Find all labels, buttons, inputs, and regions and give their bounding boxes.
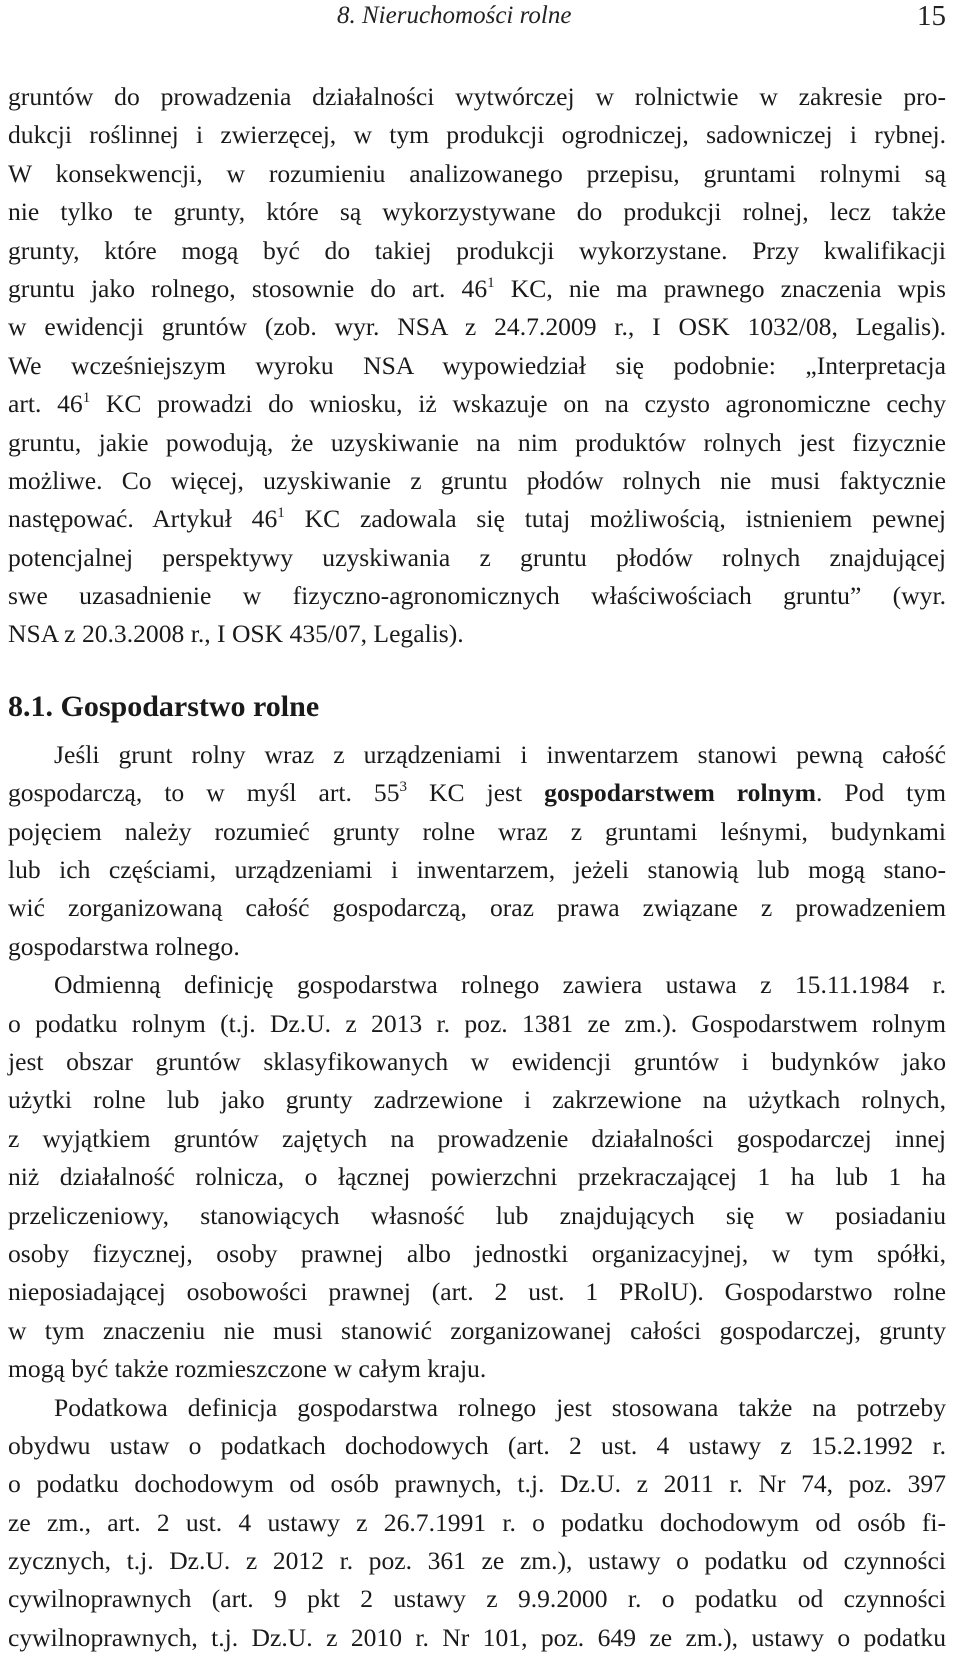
text-line: ze zm., art. 2 ust. 4 ustawy z 26.7.1991 r. o podatku dochodowym od osób fi- [8, 1504, 946, 1542]
paragraph [8, 78, 946, 654]
page-number: 15 [917, 0, 946, 33]
text-fragment: . Pod tym [816, 778, 946, 807]
text-line: We wcześniejszym wyroku NSA wypowiedział się podobnie: „Interpretacja [8, 347, 946, 385]
text-line: Podatkowa definicja gospodarstwa rolnego jest stosowana także na potrzeby [8, 1389, 946, 1427]
text-line: dukcji roślinnej i zwierzęcej, w tym produkcji ogrodniczej, sadowniczej i rybnej. [8, 116, 946, 154]
running-title: 8. Nieruchomości rolne [337, 2, 571, 30]
text-line: cywilnoprawnych, t.j. Dz.U. z 2010 r. Nr 101, poz. 649 ze zm.), ustawy o podatku [8, 1619, 946, 1657]
text-line: w ewidencji gruntów (zob. wyr. NSA z 24.7.2009 r., I OSK 1032/08, Legalis). [8, 308, 946, 346]
text-fragment: KC zadowala się tutaj możliwością, istnieniem pewnej [285, 504, 946, 533]
text-line: cywilnoprawnych (art. 9 pkt 2 ustawy z 9.9.2000 r. o podatku od czynności [8, 1580, 946, 1618]
superscript: 3 [400, 779, 408, 795]
text-line: możliwe. Co więcej, uzyskiwanie z gruntu płodów rolnych nie musi faktycznie [8, 462, 946, 500]
text-line: użytki rolne lub jako grunty zadrzewione i zakrzewione na użytkach rolnych, [8, 1081, 946, 1119]
text-line: jest obszar gruntów sklasyfikowanych w ewidencji gruntów i budynków jako [8, 1043, 946, 1081]
text-line: o podatku dochodowym od osób prawnych, t.j. Dz.U. z 2011 r. Nr 74, poz. 397 [8, 1465, 946, 1503]
text-fragment: następować. Artykuł 46 [8, 504, 277, 533]
text-line: wić zorganizowaną całość gospodarczą, oraz prawa związane z prowadzeniem [8, 889, 946, 927]
text-line: przeliczeniowy, stanowiących własność lub znajdujących się w posiadaniu [8, 1197, 946, 1235]
superscript: 1 [83, 390, 91, 406]
superscript: 1 [487, 275, 495, 291]
text-line: Jeśli grunt rolny wraz z urządzeniami i inwentarzem stanowi pewną całość [8, 736, 946, 774]
text-line: grunty, które mogą być do takiej produkcji wykorzystane. Przy kwalifikacji [8, 232, 946, 270]
text-line: w tym znaczeniu nie musi stanowić zorganizowanej całości gospodarczej, grunty [8, 1312, 946, 1350]
text-line: W konsekwencji, w rozumieniu analizowanego przepisu, gruntami rolnymi są [8, 155, 946, 193]
text-line: nieposiadającej osobowości prawnej (art. 2 ust. 1 PRolU). Gospodarstwo rolne [8, 1273, 946, 1311]
text-fragment: gruntu jako rolnego, stosownie do art. 46 [8, 274, 487, 303]
text-line: osoby fizycznej, osoby prawnej albo jednostki organizacyjnej, w tym spółki, [8, 1235, 946, 1273]
text-line: potencjalnej perspektywy uzyskiwania z gruntu płodów rolnych znajdującej [8, 539, 946, 577]
text-fragment: KC jest [407, 778, 544, 807]
text-line: z wyjątkiem gruntów zajętych na prowadzenie działalności gospodarczej innej [8, 1120, 946, 1158]
page-body [8, 78, 946, 1657]
text-fragment: KC, nie ma prawnego znaczenia wpis [495, 274, 946, 303]
text-line: mogą być także rozmieszczone w całym kraju. [8, 1350, 946, 1388]
superscript: 1 [277, 505, 285, 521]
text-line: niż działalność rolnicza, o łącznej powierzchni przekraczającej 1 ha lub 1 ha [8, 1158, 946, 1196]
page-header [0, 0, 946, 40]
text-fragment: gospodarczą, to w myśl art. 55 [8, 778, 400, 807]
paragraph [8, 736, 946, 966]
text-line: lub ich częściami, urządzeniami i inwentarzem, jeżeli stanowią lub mogą stano- [8, 851, 946, 889]
paragraph [8, 1389, 946, 1657]
text-line: gruntu, jakie powodują, że uzyskiwanie na nim produktów rolnych jest fizycznie [8, 424, 946, 462]
text-line: Odmienną definicję gospodarstwa rolnego zawiera ustawa z 15.11.1984 r. [8, 966, 946, 1004]
text-line [8, 270, 946, 308]
text-line: nie tylko te grunty, które są wykorzystywane do produkcji rolnej, lecz także [8, 193, 946, 231]
defined-term: gospodarstwem rolnym [544, 778, 816, 807]
text-line: NSA z 20.3.2008 r., I OSK 435/07, Legalis). [8, 615, 946, 653]
paragraph [8, 966, 946, 1388]
text-fragment: art. 46 [8, 389, 83, 418]
text-line: o podatku rolnym (t.j. Dz.U. z 2013 r. poz. 1381 ze zm.). Gospodarstwem rolnym [8, 1005, 946, 1043]
section-heading: 8.1. Gospodarstwo rolne [8, 678, 946, 736]
text-line: pojęciem należy rozumieć grunty rolne wraz z gruntami leśnymi, budynkami [8, 813, 946, 851]
text-line: gospodarstwa rolnego. [8, 928, 946, 966]
text-line: swe uzasadnienie w fizyczno-agronomicznych właściwościach gruntu” (wyr. [8, 577, 946, 615]
text-fragment: KC prowadzi do wniosku, iż wskazuje on na czysto agronomiczne cechy [90, 389, 946, 418]
text-line [8, 500, 946, 538]
text-line: gruntów do prowadzenia działalności wytwórczej w rolnictwie w zakresie pro- [8, 78, 946, 116]
text-line: zycznych, t.j. Dz.U. z 2012 r. poz. 361 ze zm.), ustawy o podatku od czynności [8, 1542, 946, 1580]
text-line [8, 385, 946, 423]
text-line: obydwu ustaw o podatkach dochodowych (art. 2 ust. 4 ustawy z 15.2.1992 r. [8, 1427, 946, 1465]
text-line [8, 774, 946, 812]
